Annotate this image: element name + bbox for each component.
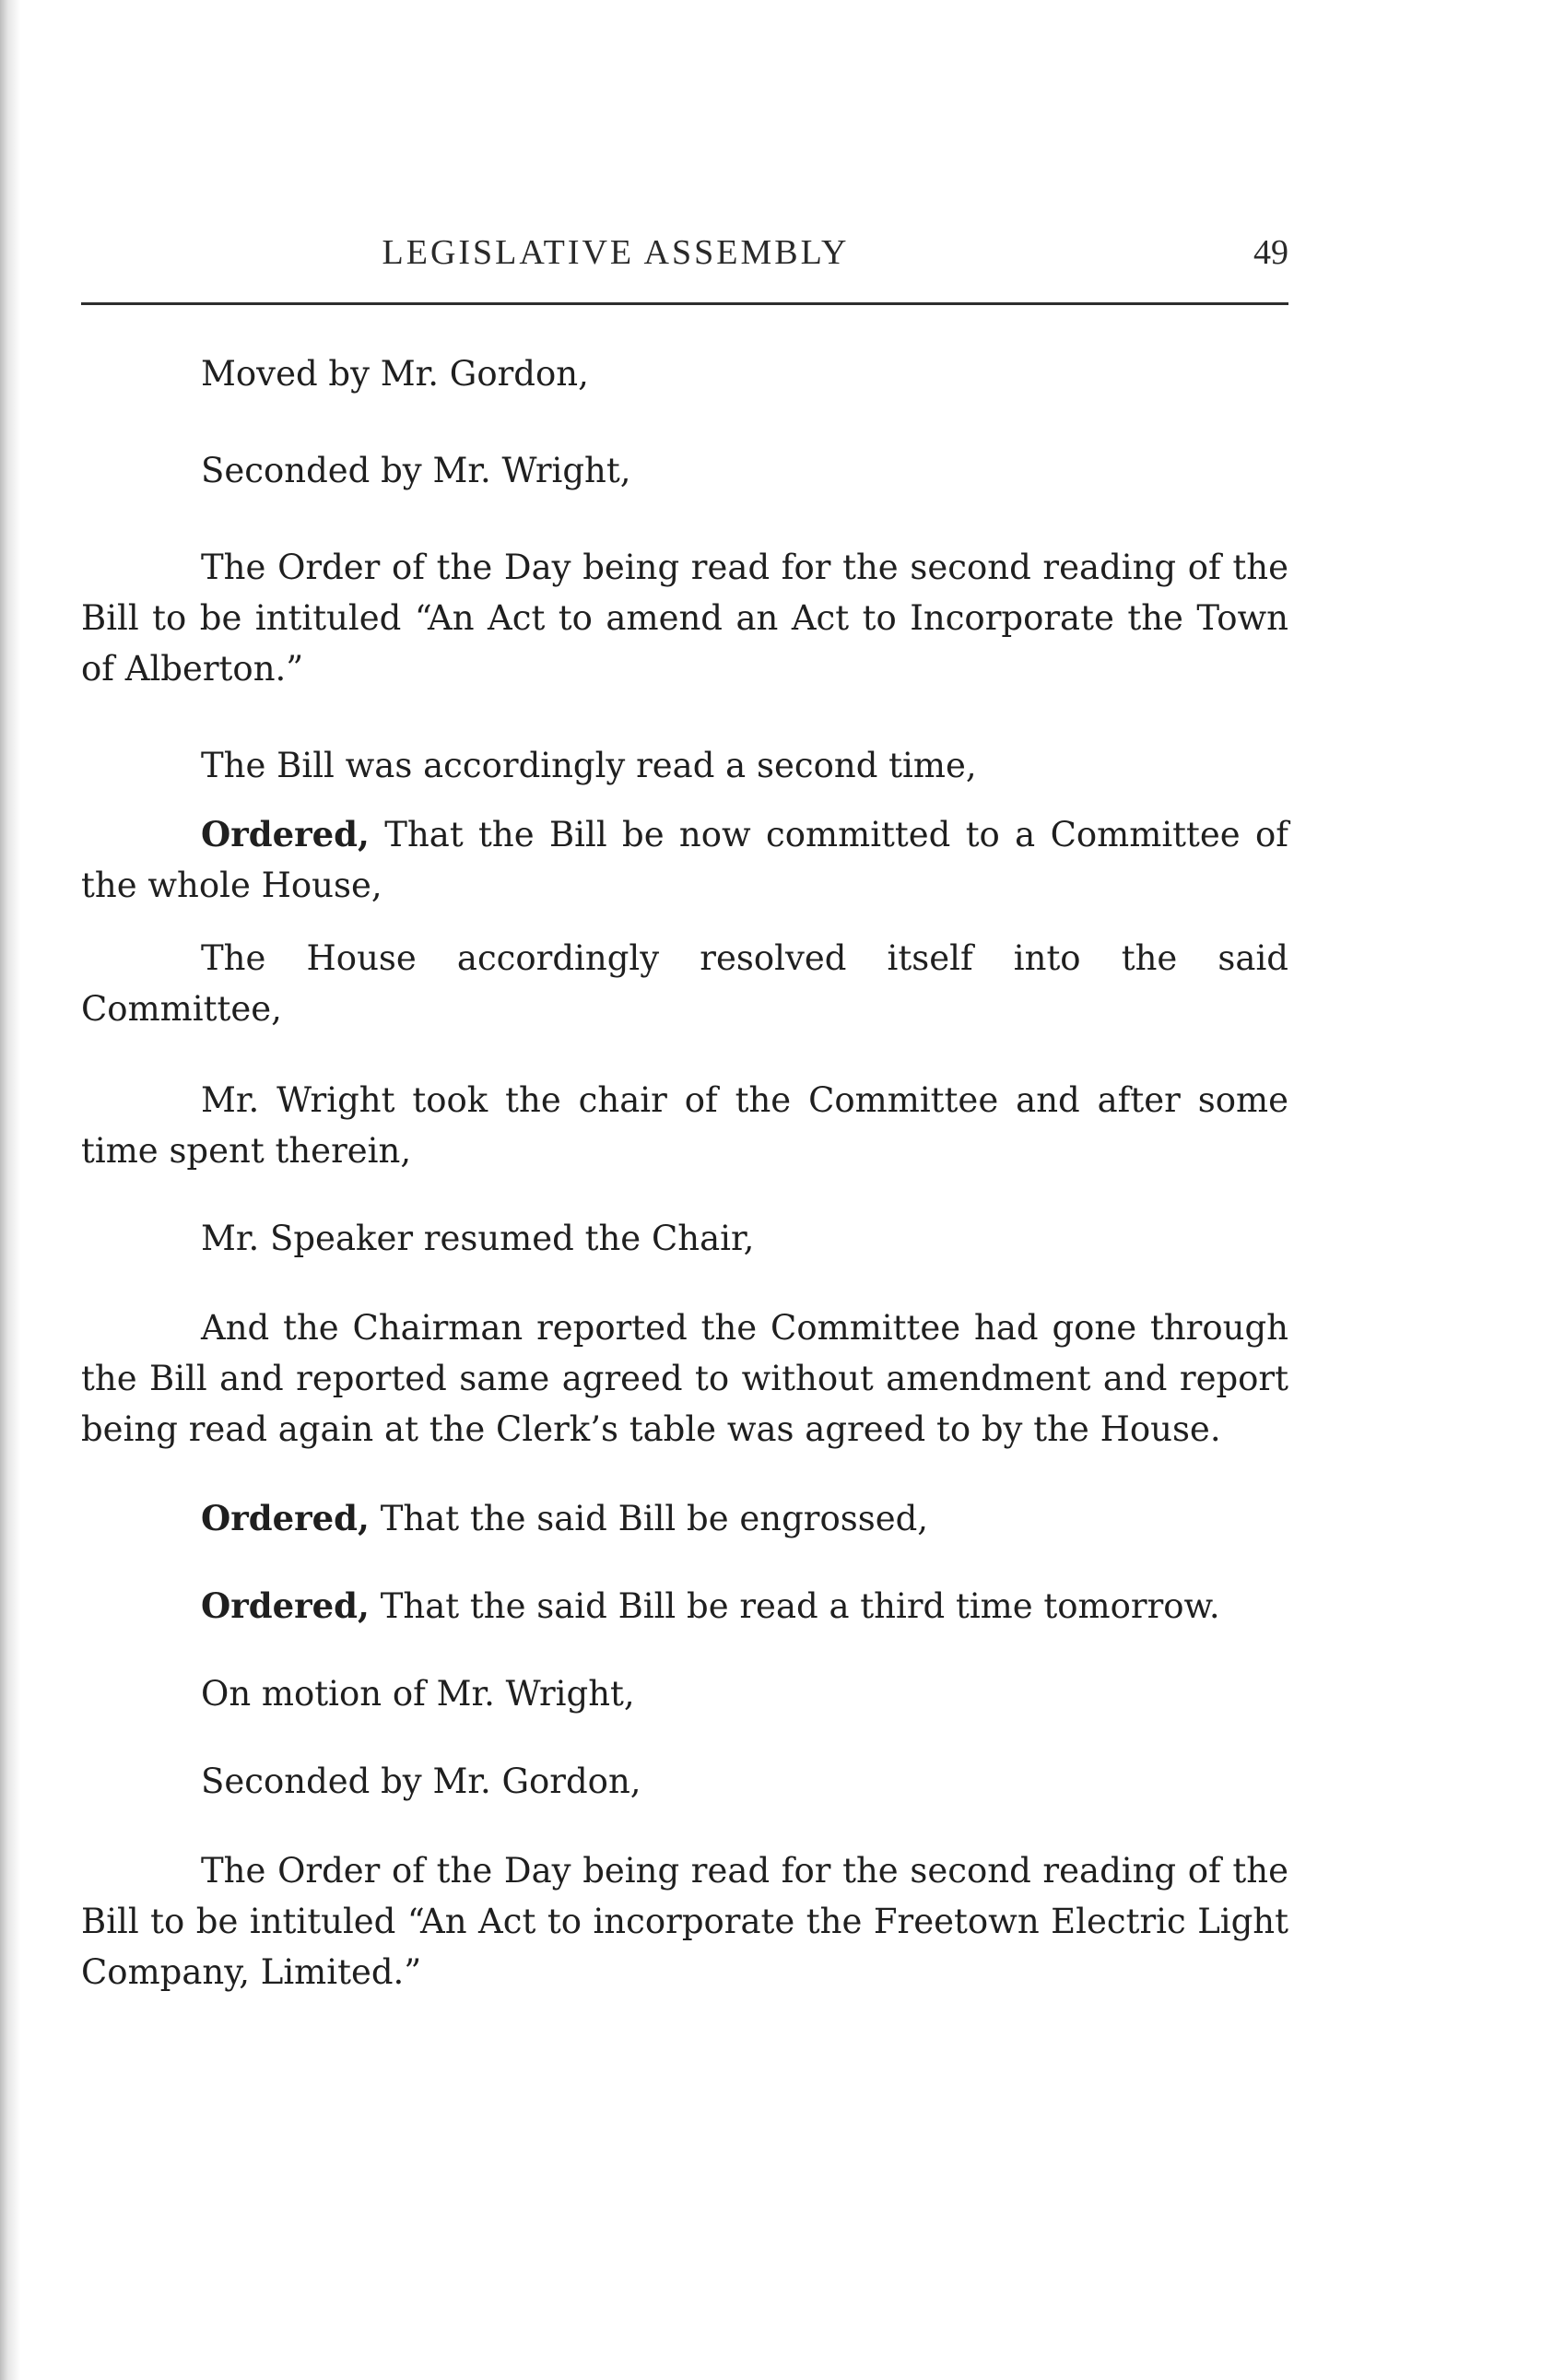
ordered-label: Ordered, bbox=[201, 814, 370, 854]
paragraph-chair-taken: Mr. Wright took the chair of the Committee and after some time spent therein, bbox=[81, 1080, 1288, 1171]
scanned-page-edge bbox=[0, 0, 20, 2380]
paragraph-house-resolved: The House accordingly resolved itself into the said Committee, bbox=[81, 938, 1288, 1029]
paragraph-on-motion: On motion of Mr. Wright, bbox=[201, 1674, 635, 1714]
journal-body bbox=[81, 348, 1288, 1997]
paragraph-seconded-by-gordon: Seconded by Mr. Gordon, bbox=[201, 1761, 641, 1801]
page-number: 49 bbox=[1253, 233, 1288, 272]
paragraph-order-of-day-alberton: The Order of the Day being read for the second reading of the Bill to be intituled “An Act to amend an Act to Incorporate the Town of Alberton.” bbox=[81, 548, 1288, 689]
paragraph-speaker-resumed: Mr. Speaker resumed the Chair, bbox=[201, 1219, 755, 1258]
paragraph-second-reading: The Bill was accordingly read a second time, bbox=[201, 746, 977, 785]
paragraph-ordered-engrossed: Ordered, That the said Bill be engrossed, bbox=[201, 1498, 929, 1538]
header-rule bbox=[81, 302, 1288, 305]
paragraph-moved-by: Moved by Mr. Gordon, bbox=[201, 354, 589, 394]
paragraph-ordered-third-reading: Ordered, That the said Bill be read a third time tomorrow. bbox=[201, 1585, 1220, 1626]
ordered-label: Ordered, bbox=[201, 1498, 370, 1538]
ordered-label: Ordered, bbox=[201, 1585, 370, 1626]
paragraph-ordered-committed: Ordered, That the Bill be now committed to a Committee of the whole House, bbox=[81, 814, 1288, 905]
running-title: LEGISLATIVE ASSEMBLY bbox=[382, 233, 850, 272]
page-header bbox=[81, 232, 1288, 288]
paragraph-chairman-reported: And the Chairman reported the Committee had gone through the Bill and reported same agreed to without amendment and report being read again at the Clerk’s table was agreed to by the House. bbox=[81, 1308, 1288, 1449]
paragraph-order-of-day-freetown: The Order of the Day being read for the second reading of the Bill to be intituled “An Act to incorporate the Freetown Electric Light Company, Limited.” bbox=[81, 1851, 1288, 1992]
paragraph-seconded-by: Seconded by Mr. Wright, bbox=[201, 451, 631, 490]
